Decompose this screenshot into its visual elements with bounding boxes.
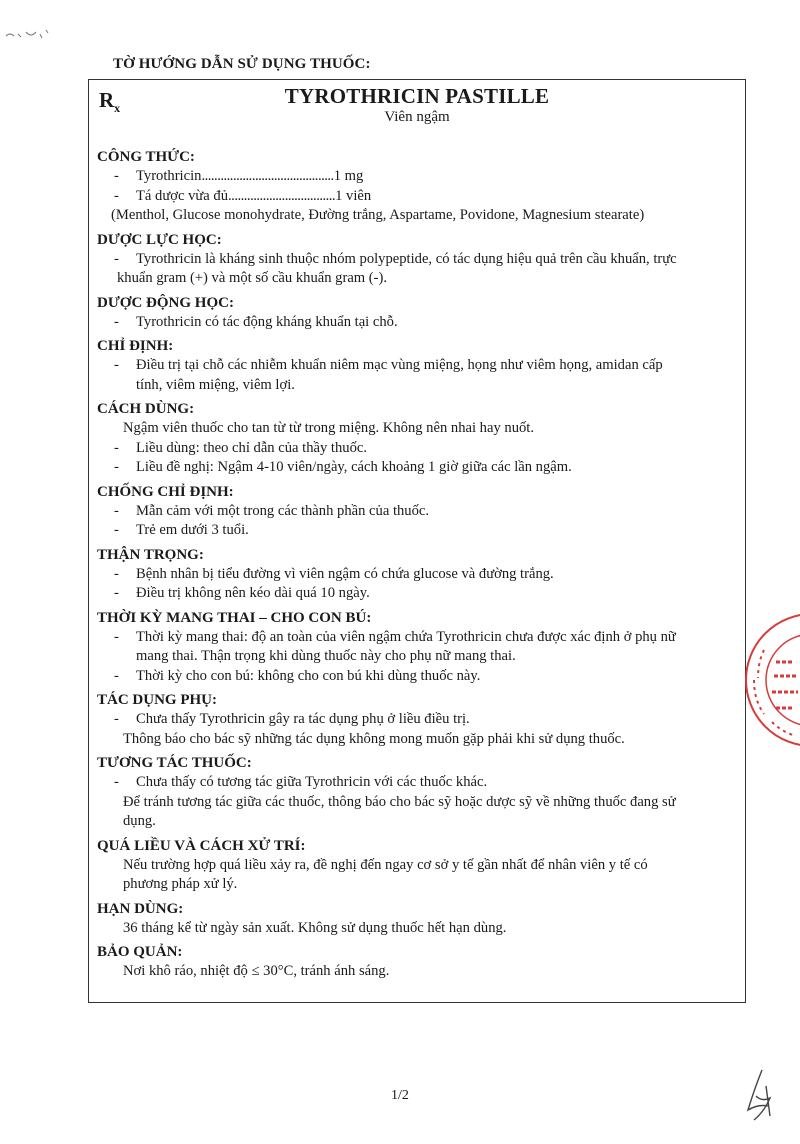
product-name: TYROTHRICIN PASTILLE: [284, 84, 550, 108]
section-pharmacodynamics: [97, 230, 735, 289]
ingredient-amount: 1 viên: [335, 187, 372, 204]
overdose-text: Nếu trường hợp quá liều xảy ra, đề nghị đến ngay cơ sở y tế gần nhất để nhân viên y tế có: [123, 856, 648, 873]
bullet-item: - Điều trị không nên kéo dài quá 10 ngày.: [114, 585, 370, 601]
section-side-effects: [97, 690, 735, 749]
section-heading: DƯỢC LỰC HỌC:: [97, 231, 222, 248]
section-heading: QUÁ LIỀU VÀ CÁCH XỬ TRÍ:: [97, 837, 306, 854]
section-heading: THẬN TRỌNG:: [97, 546, 204, 563]
section-usage: [97, 399, 735, 478]
leader-dots: ..................................: [228, 187, 336, 204]
ingredient-name: Tá dược vừa đủ: [136, 187, 229, 204]
section-contraindications: [97, 482, 735, 541]
bullet-item: - Điều trị tại chỗ các nhiễm khuẩn niêm mạc vùng miệng, họng như viêm họng, amidan cấp: [114, 357, 663, 373]
bullet-item: - Trẻ em dưới 3 tuổi.: [114, 522, 249, 538]
leaflet-content: [97, 147, 735, 986]
bullet-continuation: mang thai. Thận trọng khi dùng thuốc này cho phụ nữ mang thai.: [136, 648, 516, 664]
ingredient-name: Tyrothricin: [136, 168, 202, 184]
bullet-item: - Liều đề nghị: Ngậm 4-10 viên/ngày, cách khoảng 1 giờ giữa các lần ngậm.: [114, 459, 572, 475]
red-seal-stamp: [742, 610, 800, 750]
section-heading: TƯƠNG TÁC THUỐC:: [97, 755, 252, 771]
section-heading: TÁC DỤNG PHỤ:: [97, 692, 217, 708]
section-pharmacokinetics: [97, 293, 735, 333]
section-interactions: [97, 753, 735, 832]
side-effects-note: Thông báo cho bác sỹ những tác dụng không mong muốn gặp phải khi sử dụng thuốc.: [123, 730, 625, 747]
bullet-item: - Mẫn cảm với một trong các thành phần của thuốc.: [114, 502, 430, 519]
handwritten-signature: [742, 1066, 782, 1126]
bullet-item: - Thời kỳ mang thai: độ an toàn của viên ngậm chứa Tyrothricin chưa được xác định ở phụ nữ: [114, 628, 676, 645]
usage-intro: Ngậm viên thuốc cho tan từ từ trong miệng. Không nên nhai hay nuốt.: [123, 420, 534, 436]
ingredient-row: - Tyrothricin..........................................1 mg: [114, 168, 364, 184]
interactions-note-cont: dụng.: [123, 813, 156, 829]
bullet-item: - Chưa thấy Tyrothricin gây ra tác dụng phụ ở liều điều trị.: [114, 711, 470, 727]
section-composition: [97, 147, 735, 226]
section-heading: CÔNG THỨC:: [97, 149, 195, 165]
section-heading: CHỈ ĐỊNH:: [97, 338, 174, 354]
section-storage: [97, 942, 735, 982]
section-expiry: [97, 899, 735, 939]
bullet-item: - Tyrothricin có tác động kháng khuẩn tại chỗ.: [114, 313, 398, 330]
ingredient-amount: 1 mg: [333, 168, 364, 184]
expiry-text: 36 tháng kể từ ngày sản xuất. Không sử dụng thuốc hết hạn dùng.: [123, 919, 507, 936]
storage-text: Nơi khô ráo, nhiệt độ ≤ 30°C, tránh ánh sáng.: [123, 963, 390, 979]
section-pregnancy: [97, 608, 735, 687]
ingredient-row: - Tá dược vừa đủ..................................1 viên: [114, 187, 372, 204]
interactions-note: Để tránh tương tác giữa các thuốc, thông báo cho bác sỹ hoặc dược sỹ về những thuốc đang sử: [123, 793, 676, 810]
bullet-item: - Liều dùng: theo chỉ dẫn của thầy thuốc.: [114, 439, 367, 456]
bullet-item: - Thời kỳ cho con bú: không cho con bú khi dùng thuốc này.: [114, 667, 481, 684]
section-overdose: [97, 836, 735, 895]
product-form: Viên ngậm: [384, 109, 450, 125]
section-heading: DƯỢC ĐỘNG HỌC:: [97, 294, 234, 311]
bullet-continuation: tính, viêm miệng, viêm lợi.: [136, 376, 295, 393]
section-heading: CÁCH DÙNG:: [97, 401, 195, 417]
bullet-continuation: khuẩn gram (+) và một số cầu khuẩn gram (-).: [117, 270, 388, 286]
document-header: TỜ HƯỚNG DẪN SỬ DỤNG THUỐC:: [113, 56, 371, 72]
bullet-item: - Tyrothricin là kháng sinh thuộc nhóm polypeptide, có tác dụng hiệu quả trên cầu khuẩn, trực: [114, 250, 677, 267]
section-heading: HẠN DÙNG:: [97, 900, 184, 917]
leader-dots: ..........................................: [201, 168, 334, 184]
bullet-item: - Bệnh nhân bị tiểu đường vì viên ngậm có chứa glucose và đường trắng.: [114, 565, 554, 582]
section-heading: CHỐNG CHỈ ĐỊNH:: [97, 483, 234, 500]
bullet-item: - Chưa thấy có tương tác giữa Tyrothricin với các thuốc khác.: [114, 774, 488, 790]
overdose-text-cont: phương pháp xử lý.: [123, 876, 238, 892]
excipient-note: (Menthol, Glucose monohydrate, Đường trắng, Aspartame, Povidone, Magnesium stearate): [111, 207, 645, 223]
leaflet-frame: [88, 79, 746, 1003]
section-heading: BẢO QUẢN:: [97, 944, 183, 960]
margin-scribble: [4, 24, 64, 44]
section-indications: [97, 336, 735, 395]
rx-symbol: $R_x$: [99, 88, 121, 116]
section-heading: THỜI KỲ MANG THAI – CHO CON BÚ:: [97, 609, 372, 626]
page-number: 1/2: [391, 1088, 409, 1103]
section-precautions: [97, 545, 735, 604]
